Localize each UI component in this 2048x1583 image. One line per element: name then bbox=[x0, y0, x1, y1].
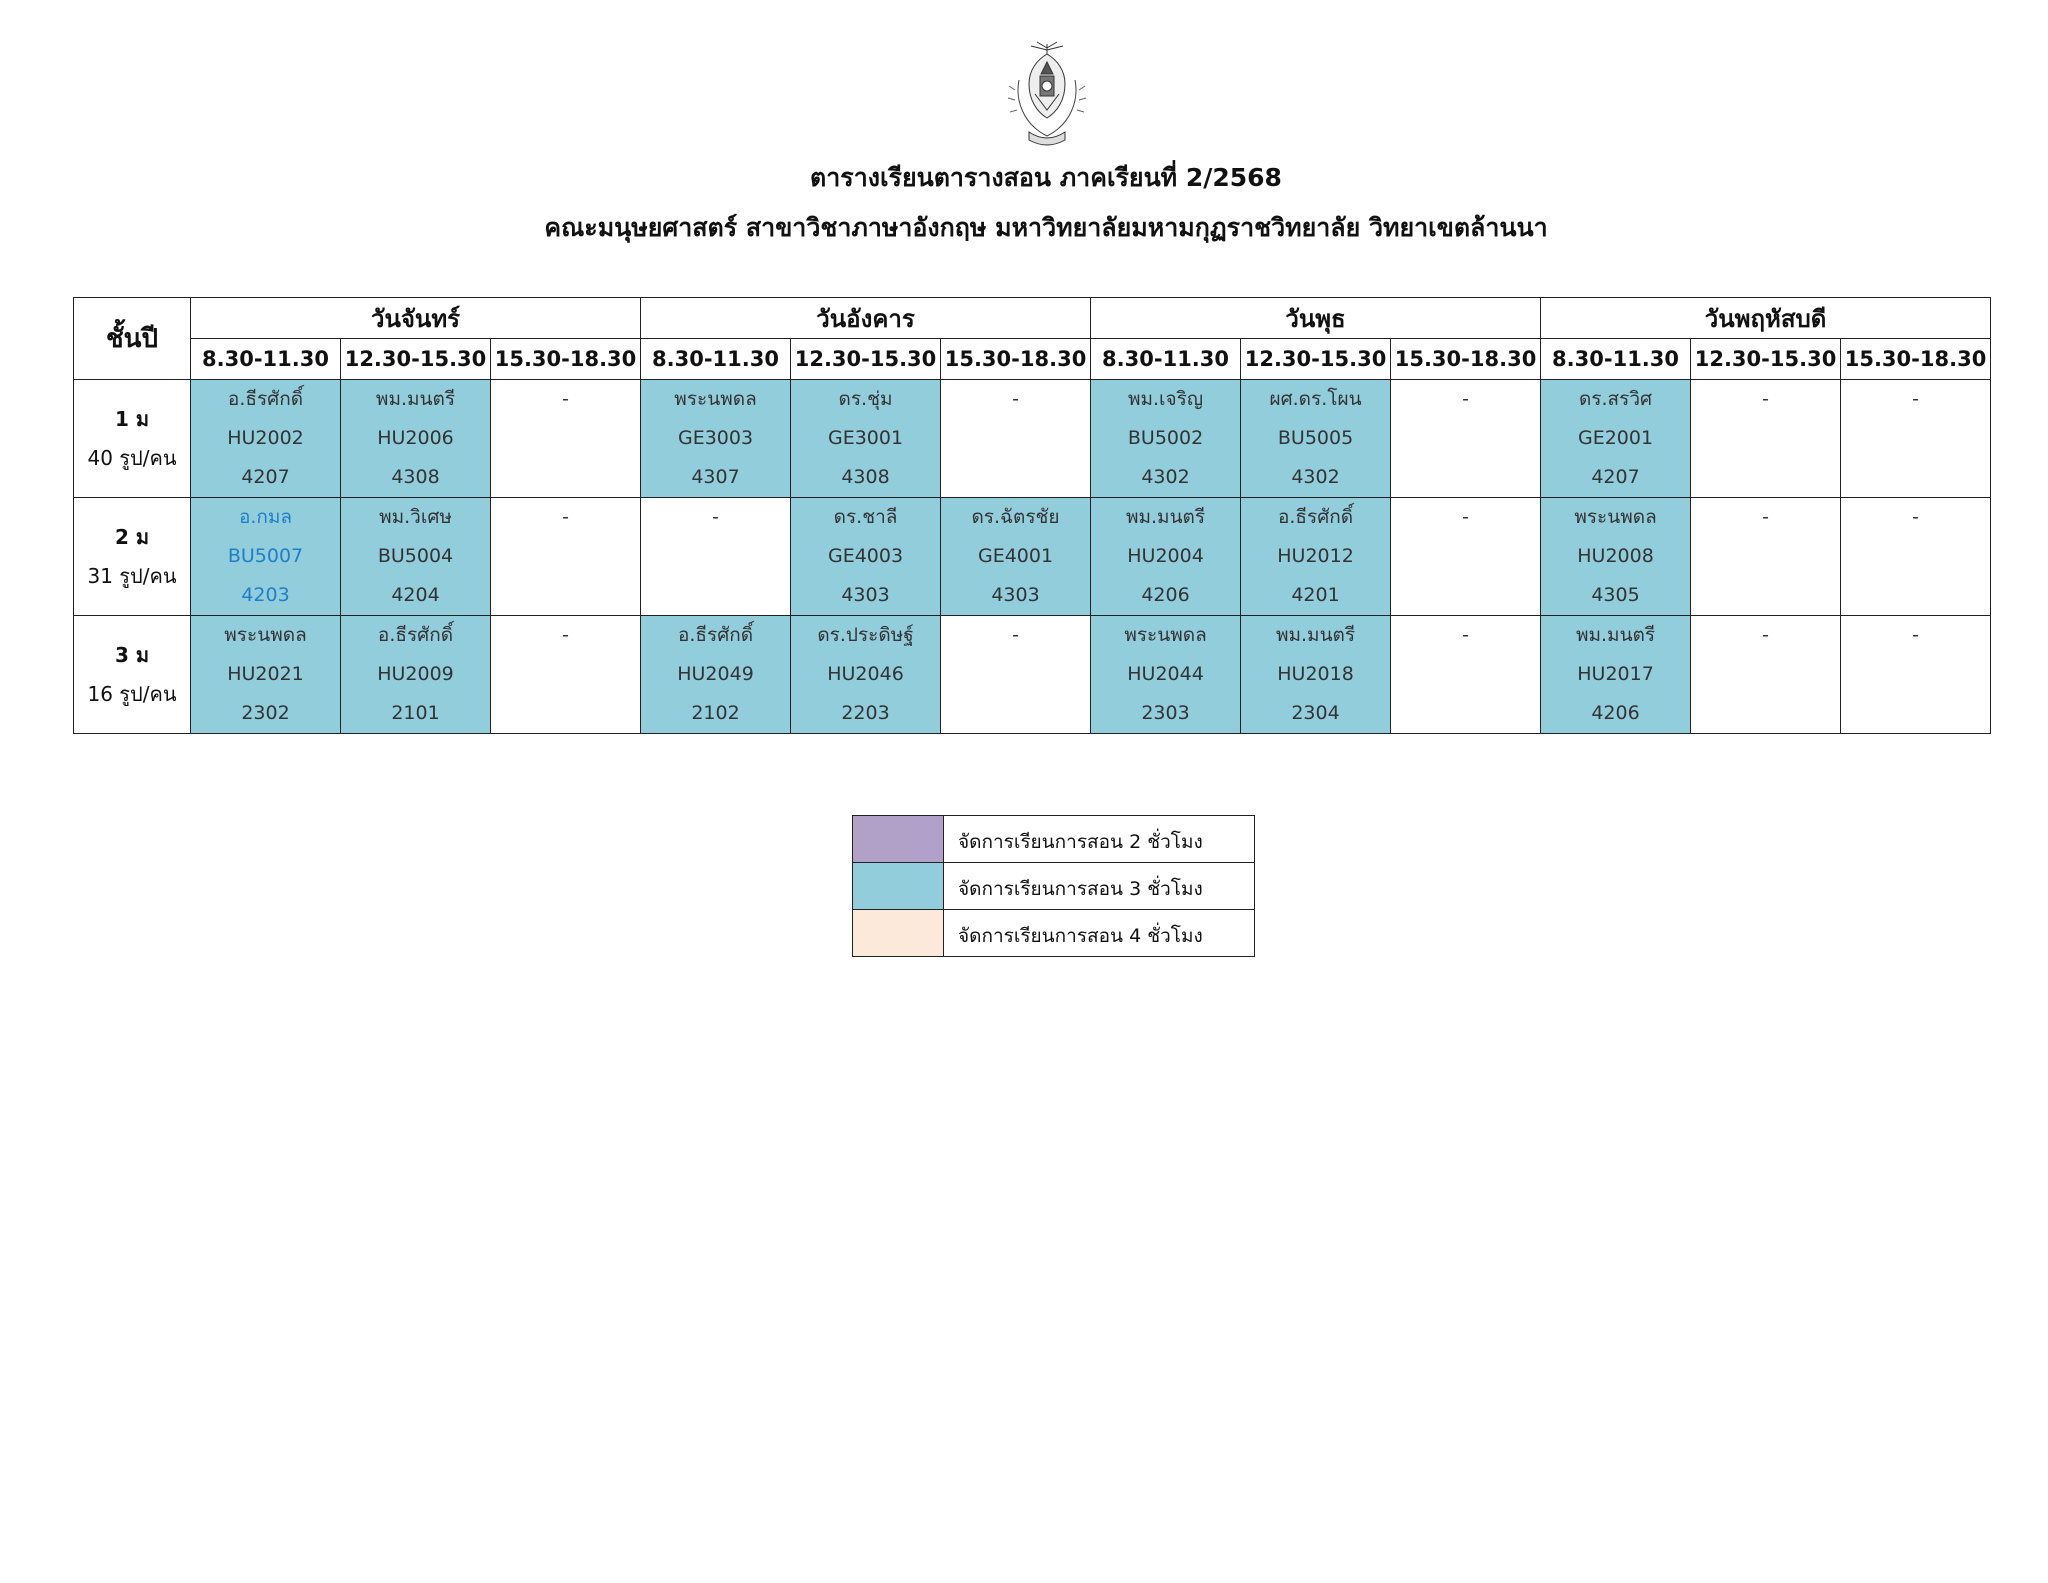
time-slot-header: 12.30-15.30 bbox=[1241, 339, 1391, 380]
instructor-name: พระนพดล bbox=[1124, 624, 1207, 646]
course-code: BU5007 bbox=[227, 545, 304, 567]
room-number: 4307 bbox=[691, 466, 740, 488]
year-cell bbox=[74, 616, 191, 734]
room-number bbox=[1691, 694, 1840, 733]
course-code bbox=[1841, 537, 1990, 576]
course-code: HU2004 bbox=[1127, 545, 1204, 567]
year-label: 3 ม bbox=[114, 642, 150, 667]
instructor-name: ดร.สรวิศ bbox=[1578, 388, 1653, 410]
time-slot-row bbox=[74, 339, 1991, 380]
instructor-name: - bbox=[1462, 624, 1469, 646]
year-column-header: ชั้นปี bbox=[74, 298, 191, 380]
instructor-name: - bbox=[1462, 506, 1469, 528]
class-cell bbox=[1241, 498, 1391, 616]
color-legend bbox=[852, 815, 1255, 957]
class-cell bbox=[1691, 616, 1841, 734]
room-number bbox=[641, 576, 790, 615]
class-cell bbox=[1691, 498, 1841, 616]
instructor-name: ดร.ชาลี bbox=[833, 506, 898, 528]
student-count: 16 รูป/คน bbox=[87, 681, 177, 706]
instructor-name: - bbox=[1912, 506, 1919, 528]
course-code bbox=[641, 537, 790, 576]
instructor-name: - bbox=[562, 388, 569, 410]
class-cell bbox=[641, 498, 791, 616]
course-code bbox=[1391, 537, 1540, 576]
legend-row bbox=[853, 910, 1255, 957]
room-number bbox=[491, 458, 640, 497]
class-cell bbox=[191, 380, 341, 498]
day-header: วันพุธ bbox=[1091, 298, 1541, 339]
class-cell bbox=[791, 380, 941, 498]
course-code bbox=[1391, 419, 1540, 458]
room-number bbox=[1391, 458, 1540, 497]
class-cell bbox=[1391, 380, 1541, 498]
room-number: 4305 bbox=[1591, 584, 1640, 606]
instructor-name: - bbox=[1912, 388, 1919, 410]
schedule-body bbox=[74, 380, 1991, 734]
class-cell bbox=[341, 616, 491, 734]
time-slot-header: 15.30-18.30 bbox=[1391, 339, 1541, 380]
course-code: HU2044 bbox=[1127, 663, 1204, 685]
class-cell bbox=[191, 498, 341, 616]
instructor-name: ผศ.ดร.โผน bbox=[1269, 388, 1362, 410]
room-number: 4206 bbox=[1591, 702, 1640, 724]
day-header: วันจันทร์ bbox=[191, 298, 641, 339]
time-slot-header: 12.30-15.30 bbox=[341, 339, 491, 380]
legend-label: จัดการเรียนการสอน 2 ชั่วโมง bbox=[944, 816, 1255, 863]
instructor-name: พม.มนตรี bbox=[375, 388, 456, 410]
room-number bbox=[1841, 694, 1990, 733]
course-code: BU5002 bbox=[1127, 427, 1204, 449]
course-code: HU2021 bbox=[227, 663, 304, 685]
room-number: 2303 bbox=[1141, 702, 1190, 724]
instructor-name: อ.ธีรศักดิ์ bbox=[227, 388, 304, 410]
class-cell bbox=[341, 498, 491, 616]
course-code: GE3003 bbox=[677, 427, 754, 449]
class-cell bbox=[791, 616, 941, 734]
time-slot-header: 8.30-11.30 bbox=[641, 339, 791, 380]
instructor-name: พระนพดล bbox=[1574, 506, 1657, 528]
course-code bbox=[491, 655, 640, 694]
legend-label: จัดการเรียนการสอน 4 ชั่วโมง bbox=[944, 910, 1255, 957]
room-number: 2203 bbox=[841, 702, 890, 724]
course-code: HU2006 bbox=[377, 427, 454, 449]
instructor-name: พม.มนตรี bbox=[1575, 624, 1656, 646]
room-number: 4203 bbox=[241, 584, 290, 606]
time-slot-header: 15.30-18.30 bbox=[1841, 339, 1991, 380]
instructor-name: อ.ธีรศักดิ์ bbox=[677, 624, 754, 646]
course-code: HU2049 bbox=[677, 663, 754, 685]
time-slot-header: 8.30-11.30 bbox=[191, 339, 341, 380]
instructor-name: พม.มนตรี bbox=[1125, 506, 1206, 528]
room-number bbox=[941, 458, 1090, 497]
room-number: 4308 bbox=[841, 466, 890, 488]
course-code: HU2002 bbox=[227, 427, 304, 449]
course-code bbox=[1691, 537, 1840, 576]
class-cell bbox=[641, 380, 791, 498]
instructor-name: ดร.ฉัตรชัย bbox=[971, 506, 1060, 528]
class-cell bbox=[941, 616, 1091, 734]
course-code bbox=[1841, 419, 1990, 458]
course-code: HU2046 bbox=[827, 663, 904, 685]
course-code: HU2012 bbox=[1277, 545, 1354, 567]
class-cell bbox=[1841, 498, 1991, 616]
instructor-name: พม.วิเศษ bbox=[379, 506, 452, 528]
room-number bbox=[1841, 458, 1990, 497]
course-code bbox=[1691, 655, 1840, 694]
course-code: BU5005 bbox=[1277, 427, 1354, 449]
room-number: 2302 bbox=[241, 702, 290, 724]
legend-row bbox=[853, 863, 1255, 910]
instructor-name: - bbox=[562, 624, 569, 646]
course-code: GE2001 bbox=[1577, 427, 1654, 449]
class-cell bbox=[1541, 616, 1691, 734]
course-code: HU2018 bbox=[1277, 663, 1354, 685]
class-cell bbox=[1541, 498, 1691, 616]
class-cell bbox=[641, 616, 791, 734]
course-code bbox=[941, 655, 1090, 694]
instructor-name: ดร.ประดิษฐ์ bbox=[817, 624, 914, 646]
class-cell bbox=[941, 380, 1091, 498]
class-cell bbox=[1391, 616, 1541, 734]
room-number bbox=[491, 694, 640, 733]
class-cell bbox=[1541, 380, 1691, 498]
instructor-name: - bbox=[712, 506, 719, 528]
class-cell bbox=[1841, 616, 1991, 734]
schedule-row bbox=[74, 380, 1991, 498]
schedule-row bbox=[74, 616, 1991, 734]
legend-swatch-3-hour bbox=[853, 863, 944, 910]
instructor-name: ดร.ชุ่ม bbox=[838, 388, 893, 410]
course-code bbox=[1391, 655, 1540, 694]
legend-row bbox=[853, 816, 1255, 863]
day-header: วันอังคาร bbox=[641, 298, 1091, 339]
page-title: ตารางเรียนตารางสอน ภาคเรียนที่ 2/2568 bbox=[810, 163, 1282, 192]
room-number: 4206 bbox=[1141, 584, 1190, 606]
instructor-name: - bbox=[1762, 624, 1769, 646]
room-number bbox=[941, 694, 1090, 733]
class-cell bbox=[1241, 380, 1391, 498]
room-number bbox=[1691, 458, 1840, 497]
class-cell bbox=[491, 498, 641, 616]
legend-label: จัดการเรียนการสอน 3 ชั่วโมง bbox=[944, 863, 1255, 910]
class-cell bbox=[1841, 380, 1991, 498]
time-slot-header: 8.30-11.30 bbox=[1091, 339, 1241, 380]
course-code: HU2017 bbox=[1577, 663, 1654, 685]
instructor-name: - bbox=[562, 506, 569, 528]
class-cell bbox=[1091, 616, 1241, 734]
year-label: 2 ม bbox=[114, 524, 150, 549]
room-number: 2102 bbox=[691, 702, 740, 724]
room-number: 4303 bbox=[841, 584, 890, 606]
instructor-name: อ.ธีรศักดิ์ bbox=[1277, 506, 1354, 528]
legend-swatch-2-hour bbox=[853, 816, 944, 863]
instructor-name: - bbox=[1462, 388, 1469, 410]
day-header: วันพฤหัสบดี bbox=[1541, 298, 1991, 339]
schedule-table bbox=[73, 297, 1991, 734]
room-number: 4204 bbox=[391, 584, 440, 606]
room-number: 4308 bbox=[391, 466, 440, 488]
instructor-name: พระนพดล bbox=[674, 388, 757, 410]
page-subtitle: คณะมนุษยศาสตร์ สาขาวิชาภาษาอังกฤษ มหาวิทยาลัยมหามกุฏราชวิทยาลัย วิทยาเขตล้านนา bbox=[544, 213, 1548, 242]
class-cell bbox=[491, 380, 641, 498]
year-cell bbox=[74, 498, 191, 616]
university-emblem-icon bbox=[1007, 40, 1087, 150]
time-slot-header: 15.30-18.30 bbox=[941, 339, 1091, 380]
room-number: 4302 bbox=[1141, 466, 1190, 488]
course-code bbox=[491, 419, 640, 458]
instructor-name: พระนพดล bbox=[224, 624, 307, 646]
instructor-name: พม.เจริญ bbox=[1127, 388, 1204, 410]
room-number: 2304 bbox=[1291, 702, 1340, 724]
course-code bbox=[491, 537, 640, 576]
instructor-name: อ.ธีรศักดิ์ bbox=[377, 624, 454, 646]
course-code: GE3001 bbox=[827, 427, 904, 449]
course-code bbox=[1841, 655, 1990, 694]
class-cell bbox=[1091, 380, 1241, 498]
course-code: HU2009 bbox=[377, 663, 454, 685]
class-cell bbox=[1091, 498, 1241, 616]
class-cell bbox=[341, 380, 491, 498]
time-slot-header: 12.30-15.30 bbox=[791, 339, 941, 380]
room-number bbox=[1691, 576, 1840, 615]
student-count: 40 รูป/คน bbox=[87, 445, 177, 470]
year-label: 1 ม bbox=[114, 406, 150, 431]
room-number: 4201 bbox=[1291, 584, 1340, 606]
instructor-name: - bbox=[1762, 388, 1769, 410]
room-number: 2101 bbox=[391, 702, 440, 724]
legend-swatch-4-hour bbox=[853, 910, 944, 957]
schedule-row bbox=[74, 498, 1991, 616]
room-number bbox=[1841, 576, 1990, 615]
student-count: 31 รูป/คน bbox=[87, 563, 177, 588]
class-cell bbox=[1691, 380, 1841, 498]
instructor-name: - bbox=[1012, 388, 1019, 410]
class-cell bbox=[191, 616, 341, 734]
room-number bbox=[491, 576, 640, 615]
day-header-row bbox=[74, 298, 1991, 339]
class-cell bbox=[941, 498, 1091, 616]
room-number: 4302 bbox=[1291, 466, 1340, 488]
instructor-name: - bbox=[1912, 624, 1919, 646]
course-code: BU5004 bbox=[377, 545, 454, 567]
room-number: 4207 bbox=[241, 466, 290, 488]
time-slot-header: 15.30-18.30 bbox=[491, 339, 641, 380]
class-cell bbox=[1391, 498, 1541, 616]
class-cell bbox=[791, 498, 941, 616]
room-number: 4207 bbox=[1591, 466, 1640, 488]
year-cell bbox=[74, 380, 191, 498]
class-cell bbox=[491, 616, 641, 734]
course-code bbox=[1691, 419, 1840, 458]
room-number bbox=[1391, 576, 1540, 615]
instructor-name: - bbox=[1762, 506, 1769, 528]
instructor-name: พม.มนตรี bbox=[1275, 624, 1356, 646]
room-number bbox=[1391, 694, 1540, 733]
room-number: 4303 bbox=[991, 584, 1040, 606]
course-code: GE4003 bbox=[827, 545, 904, 567]
course-code bbox=[941, 419, 1090, 458]
time-slot-header: 12.30-15.30 bbox=[1691, 339, 1841, 380]
class-cell bbox=[1241, 616, 1391, 734]
course-code: GE4001 bbox=[977, 545, 1054, 567]
instructor-name: - bbox=[1012, 624, 1019, 646]
instructor-name: อ.กมล bbox=[238, 506, 293, 528]
course-code: HU2008 bbox=[1577, 545, 1654, 567]
time-slot-header: 8.30-11.30 bbox=[1541, 339, 1691, 380]
